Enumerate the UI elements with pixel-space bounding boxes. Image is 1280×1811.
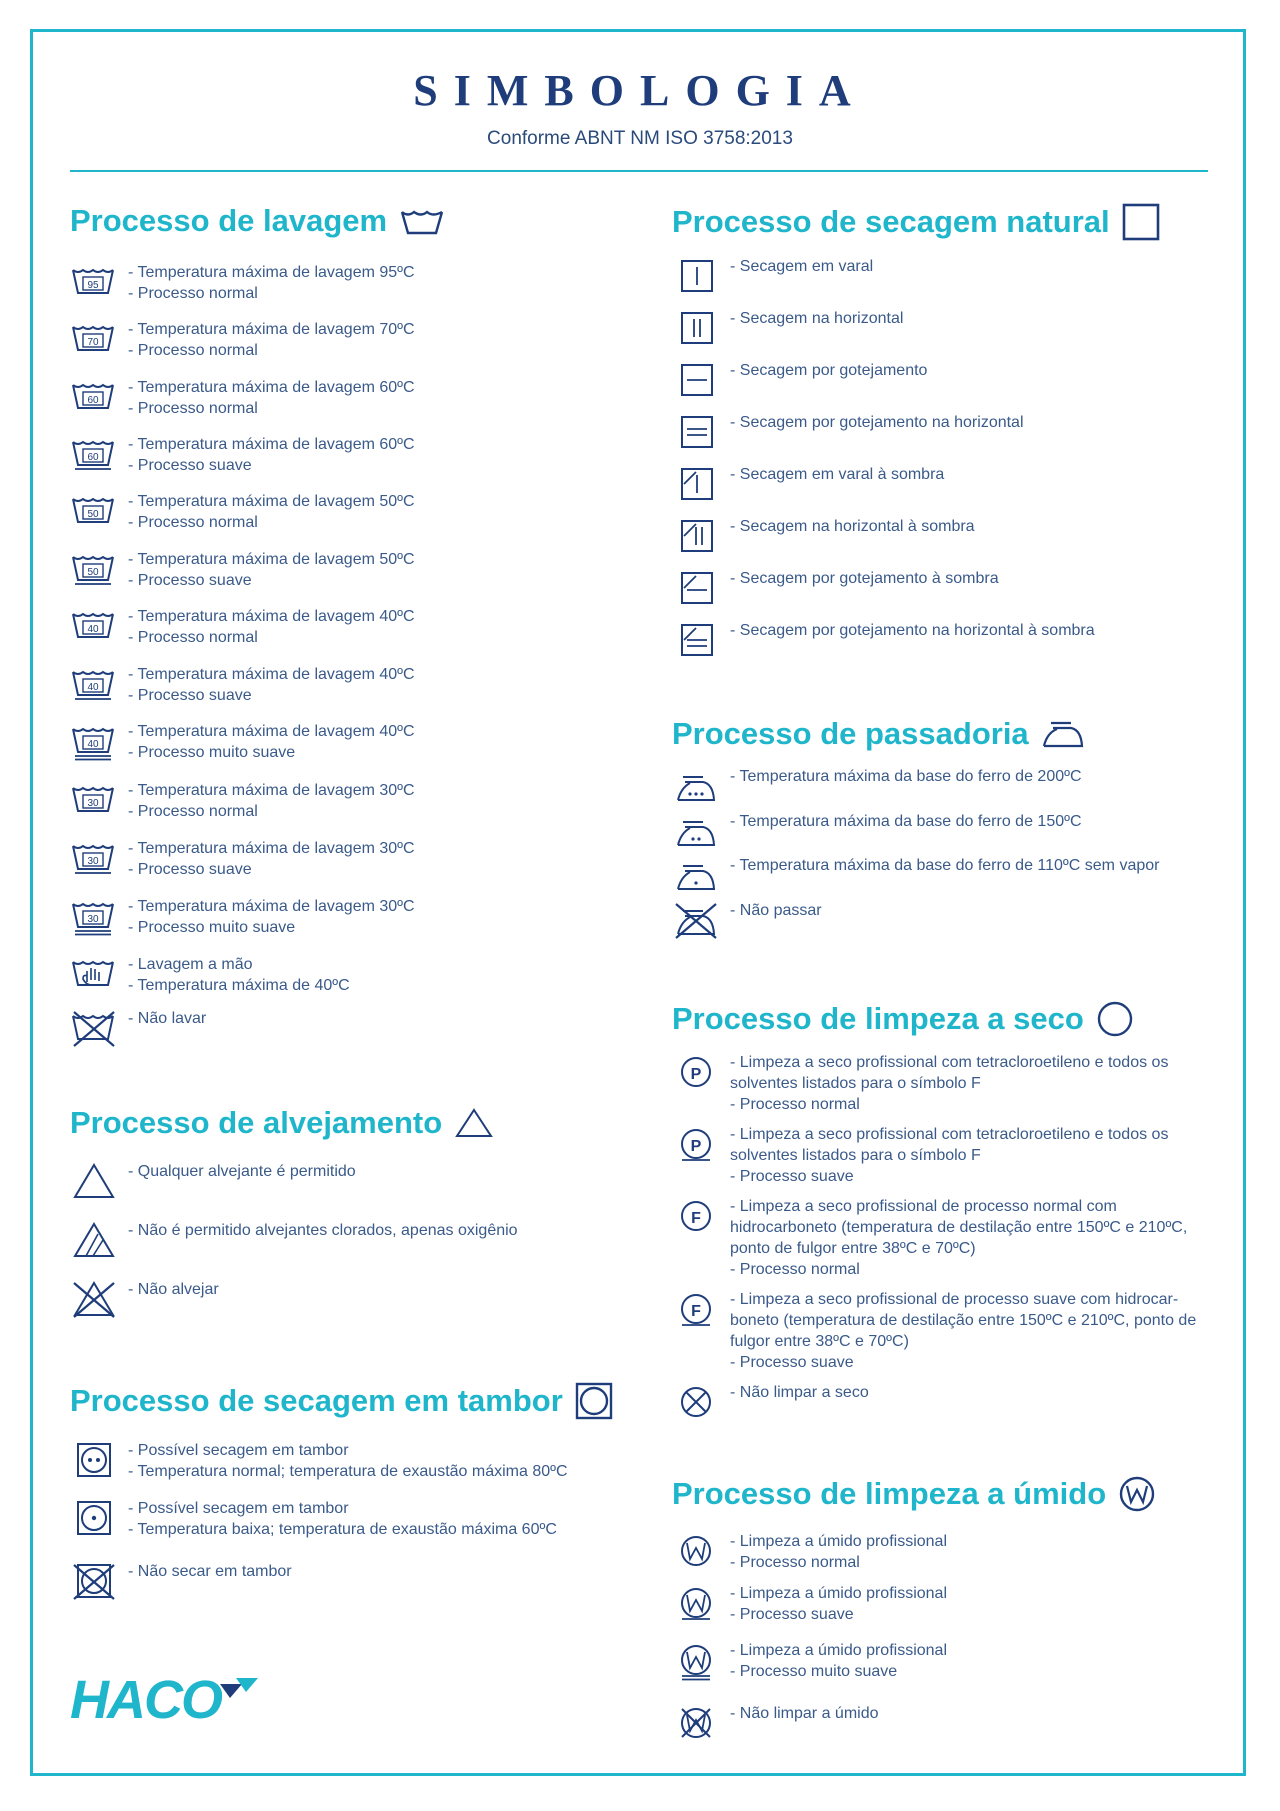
symbol-row-alvejamento: [70, 1220, 518, 1260]
dry-clean-f-gentle-icon: [672, 1289, 720, 1329]
drip-dry-shade-icon: [672, 568, 720, 608]
dry-clean-circle-icon: [1096, 1000, 1134, 1038]
svg-text:40: 40: [87, 739, 99, 750]
symbol-description: [730, 1640, 947, 1682]
wet-clean-gentle-icon: [672, 1583, 720, 1623]
svg-text:30: 30: [87, 914, 99, 925]
description-line: - Processo suave: [128, 687, 252, 704]
symbol-row-passadoria: [672, 811, 1082, 851]
description-line: - Limpeza a úmido profissional: [730, 1642, 947, 1659]
wash-30-icon: [70, 780, 118, 820]
description-line: - Temperatura máxima de lavagem 60ºC: [128, 436, 415, 453]
description-line: - Temperatura máxima de lavagem 95ºC: [128, 264, 415, 281]
description-line: - Lavagem a mão: [128, 956, 253, 973]
description-line: - Processo muito suave: [128, 919, 296, 936]
wash-30-very-gentle-icon: [70, 896, 118, 936]
symbol-description: [730, 1124, 1200, 1187]
do-not-bleach-icon: [70, 1279, 118, 1319]
section-title-tambor: [70, 1382, 613, 1420]
drip-dry-flat-icon: [672, 412, 720, 452]
description-line: - Possível secagem em tambor: [128, 1442, 349, 1459]
description-line: - Secagem por gotejamento à sombra: [730, 570, 999, 587]
bleach-any-icon: [70, 1161, 118, 1201]
haco-logo: [70, 1670, 290, 1735]
description-line: - Processo suave: [128, 572, 252, 589]
description-line: - Não limpar a seco: [730, 1384, 869, 1401]
description-line: - Processo normal: [730, 1096, 860, 1113]
symbol-row-umido: [672, 1640, 947, 1682]
symbol-row-lavagem: [70, 954, 350, 996]
section-title-text: Processo de alvejamento: [70, 1105, 443, 1140]
symbol-description: [730, 766, 1082, 787]
wash-60-icon: [70, 377, 118, 417]
symbol-row-seco: [672, 1196, 1200, 1280]
symbol-row-lavagem: [70, 896, 415, 938]
dry-clean-f-icon: [672, 1196, 720, 1236]
symbol-row-natural: [672, 568, 999, 608]
description-line: - Limpeza a úmido profissional: [730, 1533, 947, 1550]
symbol-row-lavagem: [70, 838, 415, 880]
symbol-description: [730, 568, 999, 589]
symbol-row-lavagem: [70, 262, 415, 304]
symbol-row-tambor: [70, 1561, 292, 1601]
section-title-text: Processo de lavagem: [70, 203, 388, 238]
symbol-row-natural: [672, 516, 975, 556]
description-line: - Temperatura máxima de lavagem 50ºC: [128, 551, 415, 568]
wash-tub-icon: [399, 206, 445, 236]
symbol-description: [730, 811, 1082, 832]
description-line: - Processo normal: [128, 803, 258, 820]
section-title-text: Processo de secagem em tambor: [70, 1383, 563, 1418]
line-dry-icon: [672, 256, 720, 296]
description-line: - Não é permitido alvejantes clorados, apenas oxigênio: [128, 1222, 518, 1239]
symbol-row-lavagem: [70, 664, 415, 706]
iron-low-icon: [672, 855, 720, 895]
drip-dry-flat-shade-icon: [672, 620, 720, 660]
section-title-text: Processo de passadoria: [672, 716, 1029, 751]
symbol-row-lavagem: [70, 549, 415, 591]
description-line: - Processo normal: [128, 629, 258, 646]
description-line: - Limpeza a seco profissional de processo normal com hidrocarboneto (temperatura de destilação entre 150ºC e 210ºC, ponto de fulgor entre 38ºC e 70ºC): [730, 1198, 1188, 1257]
tumble-dry-icon: [575, 1382, 613, 1420]
svg-text:P: P: [690, 1066, 702, 1083]
svg-text:60: 60: [87, 452, 99, 463]
description-line: - Temperatura máxima de lavagem 30ºC: [128, 782, 415, 799]
symbol-row-natural: [672, 308, 903, 348]
description-line: - Secagem em varal à sombra: [730, 466, 945, 483]
description-line: - Temperatura máxima da base do ferro de 200ºC: [730, 768, 1082, 785]
svg-text:P: P: [690, 1138, 702, 1155]
description-line: - Não alvejar: [128, 1281, 219, 1298]
description-line: - Secagem na horizontal: [730, 310, 904, 327]
symbol-description: [730, 1703, 879, 1724]
wash-40-gentle-icon: [70, 664, 118, 704]
symbol-description: [128, 721, 415, 763]
symbol-row-lavagem: [70, 1008, 206, 1048]
symbol-description: [128, 838, 415, 880]
symbol-row-lavagem: [70, 721, 415, 763]
bleach-oxygen-only-icon: [70, 1220, 118, 1260]
description-line: - Secagem por gotejamento: [730, 362, 928, 379]
symbol-row-alvejamento: [70, 1279, 219, 1319]
symbol-description: [128, 896, 415, 938]
flat-dry-icon: [672, 308, 720, 348]
symbol-description: [128, 319, 415, 361]
symbol-description: [730, 1531, 947, 1573]
section-title-lavagem: [70, 203, 445, 239]
description-line: - Processo normal: [128, 400, 258, 417]
symbol-description: [730, 1196, 1200, 1280]
symbol-description: [730, 308, 903, 329]
symbol-description: [128, 262, 415, 304]
section-title-natural: [672, 203, 1160, 241]
description-line: - Temperatura máxima de lavagem 30ºC: [128, 898, 415, 915]
wash-40-icon: [70, 606, 118, 646]
description-line: - Temperatura máxima de lavagem 50ºC: [128, 493, 415, 510]
description-line: - Secagem na horizontal à sombra: [730, 518, 975, 535]
symbol-row-lavagem: [70, 606, 415, 648]
do-not-tumble-dry-icon: [70, 1561, 118, 1601]
symbol-row-passadoria: [672, 766, 1082, 806]
symbol-description: [128, 491, 415, 533]
symbol-row-umido: [672, 1583, 947, 1625]
description-line: - Temperatura máxima de lavagem 40ºC: [128, 608, 415, 625]
description-line: - Processo normal: [730, 1554, 860, 1571]
description-line: - Temperatura máxima de lavagem 60ºC: [128, 379, 415, 396]
symbol-description: [730, 516, 975, 537]
description-line: - Qualquer alvejante é permitido: [128, 1163, 356, 1180]
tumble-dry-normal-icon: [70, 1440, 118, 1480]
symbol-description: [128, 606, 415, 648]
symbol-row-lavagem: [70, 491, 415, 533]
header-divider: [70, 170, 1208, 172]
description-line: - Secagem em varal: [730, 258, 874, 275]
description-line: - Secagem por gotejamento na horizontal à sombra: [730, 622, 1095, 639]
svg-text:50: 50: [87, 509, 99, 520]
section-title-seco: [672, 1000, 1134, 1038]
description-line: - Processo normal: [730, 1261, 860, 1278]
dry-clean-p-icon: [672, 1052, 720, 1092]
description-line: - Temperatura máxima de lavagem 30ºC: [128, 840, 415, 857]
symbol-description: [730, 360, 927, 381]
wash-30-gentle-icon: [70, 838, 118, 878]
symbol-description: [730, 464, 944, 485]
do-not-dry-clean-icon: [672, 1382, 720, 1422]
wash-40-very-gentle-icon: [70, 721, 118, 761]
description-line: - Processo suave: [730, 1606, 854, 1623]
symbol-description: [128, 1220, 518, 1241]
tumble-dry-low-icon: [70, 1498, 118, 1538]
description-line: - Limpeza a seco profissional de processo suave com hidrocar-boneto (temperatura de destilação entre 150ºC e 210ºC, ponto de fulgor entre 38ºC e 70ºC): [730, 1291, 1197, 1350]
svg-text:50: 50: [87, 567, 99, 578]
bleach-triangle-icon: [454, 1107, 494, 1139]
symbol-row-natural: [672, 256, 873, 296]
page-title: SIMBOLOGIA: [413, 66, 867, 115]
symbol-description: [128, 1279, 219, 1300]
description-line: - Temperatura baixa; temperatura de exaustão máxima 60ºC: [128, 1521, 557, 1538]
symbol-row-lavagem: [70, 434, 415, 476]
svg-text:F: F: [691, 1303, 701, 1320]
description-line: - Limpeza a úmido profissional: [730, 1585, 947, 1602]
svg-text:30: 30: [87, 856, 99, 867]
flat-dry-shade-icon: [672, 516, 720, 556]
description-line: - Não limpar a úmido: [730, 1705, 879, 1722]
symbol-description: [730, 1382, 1200, 1403]
description-line: - Temperatura máxima da base do ferro de 110ºC sem vapor: [730, 857, 1160, 874]
symbol-description: [128, 1561, 292, 1582]
symbol-description: [128, 1161, 356, 1182]
haco-logo-mark: [70, 1670, 290, 1730]
symbol-description: [128, 780, 415, 822]
section-title-alvejamento: [70, 1105, 494, 1141]
section-title-text: Processo de secagem natural: [672, 204, 1110, 239]
description-line: - Não passar: [730, 902, 822, 919]
symbol-row-natural: [672, 360, 927, 400]
section-title-text: Processo de limpeza a seco: [672, 1001, 1084, 1036]
description-line: - Processo suave: [128, 861, 252, 878]
wet-clean-very-gentle-icon: [672, 1640, 720, 1680]
symbol-row-tambor: [70, 1440, 568, 1482]
symbol-row-seco: [672, 1124, 1200, 1187]
symbol-description: [128, 1498, 557, 1540]
description-line: - Não secar em tambor: [128, 1563, 292, 1580]
symbol-row-tambor: [70, 1498, 557, 1540]
symbol-row-passadoria: [672, 900, 822, 940]
symbol-description: [730, 620, 1095, 641]
section-title-umido: [672, 1475, 1156, 1513]
description-line: - Processo normal: [128, 285, 258, 302]
wash-70-icon: [70, 319, 118, 359]
symbol-row-passadoria: [672, 855, 1159, 895]
description-line: - Processo suave: [730, 1168, 854, 1185]
symbol-description: [730, 900, 822, 921]
symbol-description: [730, 256, 873, 277]
symbol-row-natural: [672, 464, 944, 504]
symbol-description: [730, 855, 1159, 876]
svg-text:95: 95: [87, 280, 99, 291]
iron-medium-icon: [672, 811, 720, 851]
section-title-text: Processo de limpeza a úmido: [672, 1476, 1107, 1511]
symbol-description: [128, 377, 415, 419]
description-line: - Processo muito suave: [730, 1663, 898, 1680]
do-not-iron-icon: [672, 900, 720, 940]
svg-text:40: 40: [87, 682, 99, 693]
do-not-wash-icon: [70, 1008, 118, 1048]
symbol-row-lavagem: [70, 319, 415, 361]
symbol-description: [730, 1289, 1200, 1373]
symbol-row-seco: [672, 1382, 1200, 1422]
wet-clean-w-icon: [1118, 1475, 1156, 1513]
symbol-row-umido: [672, 1703, 879, 1743]
description-line: - Temperatura máxima de lavagem 40ºC: [128, 666, 415, 683]
section-title-passadoria: [672, 716, 1085, 752]
wash-95-icon: [70, 262, 118, 302]
dry-clean-p-gentle-icon: [672, 1124, 720, 1164]
description-line: - Limpeza a seco profissional com tetracloroetileno e todos os solventes listados para o símbolo F: [730, 1054, 1169, 1092]
wash-60-gentle-icon: [70, 434, 118, 474]
svg-text:70: 70: [87, 337, 99, 348]
description-line: - Secagem por gotejamento na horizontal: [730, 414, 1024, 431]
line-dry-shade-icon: [672, 464, 720, 504]
wash-50-icon: [70, 491, 118, 531]
symbol-description: [730, 1583, 947, 1625]
symbol-row-alvejamento: [70, 1161, 356, 1201]
wet-clean-icon: [672, 1531, 720, 1571]
do-not-wet-clean-icon: [672, 1703, 720, 1743]
symbol-row-umido: [672, 1531, 947, 1573]
description-line: - Processo suave: [128, 457, 252, 474]
description-line: - Temperatura máxima de 40ºC: [128, 977, 350, 994]
svg-text:F: F: [691, 1210, 701, 1227]
description-line: - Processo normal: [128, 514, 258, 531]
description-line: - Processo muito suave: [128, 744, 296, 761]
symbol-description: [730, 1052, 1200, 1115]
svg-text:HACO: HACO: [70, 1670, 221, 1730]
description-line: - Temperatura normal; temperatura de exaustão máxima 80ºC: [128, 1463, 568, 1480]
iron-high-icon: [672, 766, 720, 806]
svg-text:40: 40: [87, 624, 99, 635]
iron-icon: [1041, 719, 1085, 749]
symbol-description: [730, 412, 1024, 433]
symbol-description: [128, 664, 415, 706]
symbol-row-natural: [672, 412, 1024, 452]
description-line: - Temperatura máxima de lavagem 40ºC: [128, 723, 415, 740]
page-subtitle: Conforme ABNT NM ISO 3758:2013: [487, 128, 793, 149]
symbol-row-seco: [672, 1289, 1200, 1373]
description-line: - Temperatura máxima de lavagem 70ºC: [128, 321, 415, 338]
description-line: - Processo suave: [730, 1354, 854, 1371]
drip-dry-icon: [672, 360, 720, 400]
symbol-description: [128, 1008, 206, 1029]
symbol-description: [128, 549, 415, 591]
symbol-row-lavagem: [70, 780, 415, 822]
symbol-description: [128, 954, 350, 996]
natural-dry-square-icon: [1122, 203, 1160, 241]
symbol-row-lavagem: [70, 377, 415, 419]
description-line: - Temperatura máxima da base do ferro de 150ºC: [730, 813, 1082, 830]
description-line: - Possível secagem em tambor: [128, 1500, 349, 1517]
svg-text:30: 30: [87, 798, 99, 809]
description-line: - Não lavar: [128, 1010, 207, 1027]
description-line: - Processo normal: [128, 342, 258, 359]
description-line: - Limpeza a seco profissional com tetracloroetileno e todos os solventes listados para o símbolo F: [730, 1126, 1169, 1164]
svg-text:60: 60: [87, 395, 99, 406]
symbol-row-natural: [672, 620, 1095, 660]
hand-wash-icon: [70, 954, 118, 994]
symbol-row-seco: [672, 1052, 1200, 1115]
symbol-description: [128, 1440, 568, 1482]
wash-50-gentle-icon: [70, 549, 118, 589]
symbol-description: [128, 434, 415, 476]
